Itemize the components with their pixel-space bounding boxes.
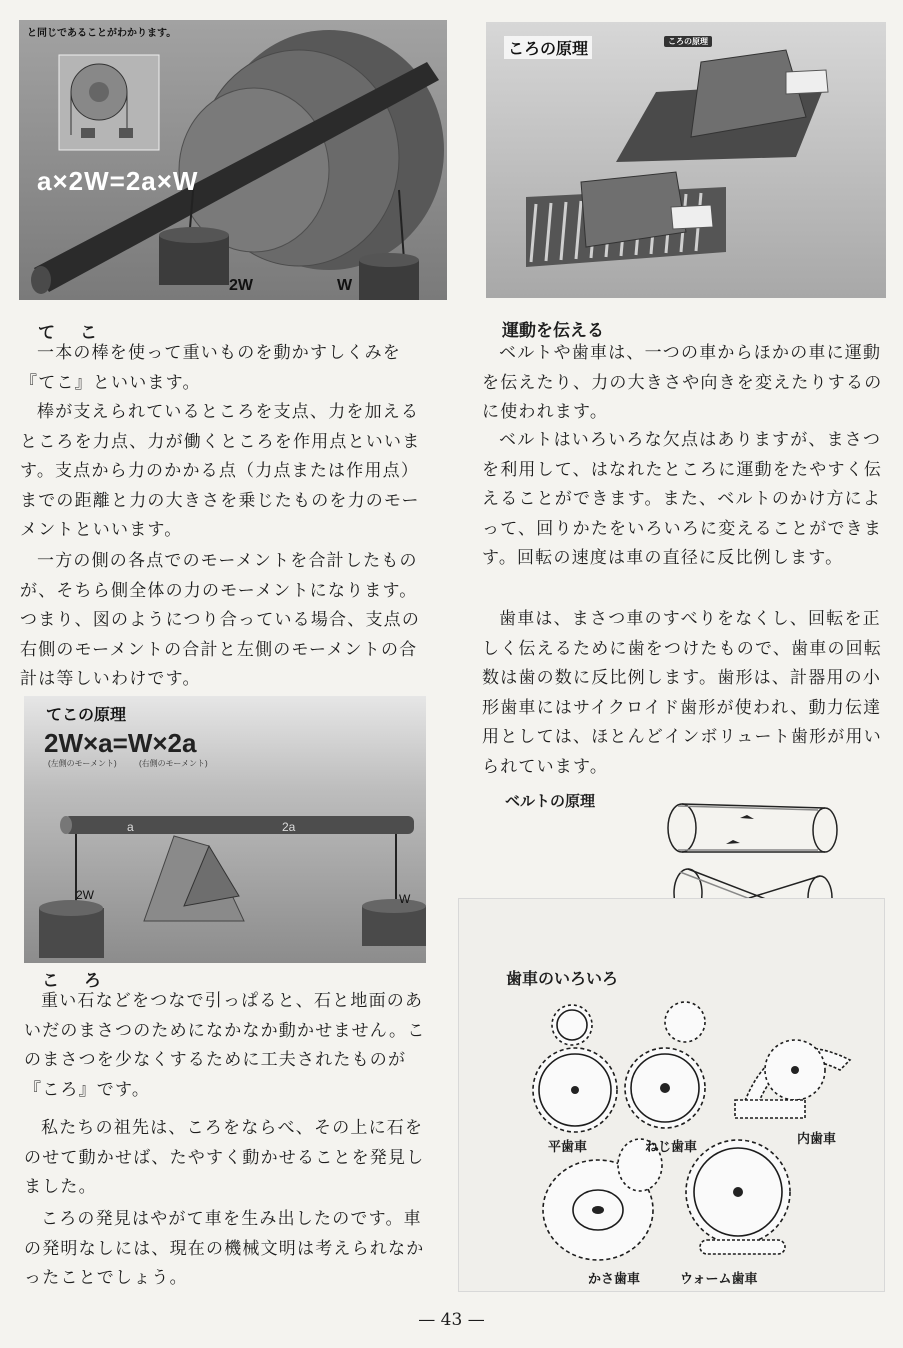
right-moment-note: (右側のモーメント): [139, 759, 208, 768]
lever-paragraph-2: 棒が支えられているところを支点、力を加えるところを力点、力が働くところを作用点といいます。支点から力のかかる点（力点または作用点）までの距離と力の大きさを乗じたものを力のモーメントといいます。: [20, 402, 421, 540]
lever-photo: [19, 20, 447, 300]
lever-formula: a×2W=2a×W: [37, 166, 199, 196]
helical-gear-label: ねじ歯車: [645, 1139, 698, 1154]
roller-paragraph-1: 重い石などをつなで引っぱると、石と地面のあいだのまさつのためになかなか動かせません。このまさつを少なくするために工夫されたものが『ころ』です。: [24, 991, 426, 1100]
roller-photo: [486, 22, 886, 298]
roller-heading: こ ろ: [42, 971, 105, 991]
roller-photo-title: ころの原理: [504, 36, 592, 59]
motion-paragraph-3: 歯車は、まさつ車のすべりをなくし、回転を正しく伝えるために歯をつけたもので、歯車の回転数は歯の数に反比例します。歯形は、計器用の小形歯車にはサイクロイド歯形が使われ、動力伝達用としては、ほとんどインボリュート歯形が用いられています。: [482, 609, 883, 777]
roller-illustration: [486, 22, 886, 298]
label-2w: 2W: [229, 277, 253, 294]
lever-heading: て こ: [38, 323, 101, 343]
left-moment-note: (左側のモーメント): [48, 759, 117, 768]
internal-gear-label: 内歯車: [797, 1131, 837, 1146]
label-2a: 2a: [282, 820, 296, 834]
label-a: a: [127, 820, 134, 834]
lever-photo-illustration: [19, 20, 447, 300]
spur-gear-label: 平歯車: [548, 1139, 588, 1154]
page-number: — 43 —: [418, 1310, 485, 1330]
label-w: W: [337, 277, 353, 294]
roller-paragraph-3: ころの発見はやがて車を生み出したのです。車の発明なしには、現在の機械文明は考えられなかったことでしょう。: [24, 1209, 425, 1288]
roller-photo-badge: ころの原理: [664, 36, 712, 47]
lever-paragraph-1: 一本の棒を使って重いものを動かすしくみを『てこ』といいます。: [20, 343, 401, 393]
lever-paragraph-3: 一方の側の各点でのモーメントを合計したものが、そちら側全体の力のモーメントになります。つまり、図のようにつり合っている場合、支点の右側のモーメントの合計と左側のモーメントの合計は等しいわけです。: [20, 551, 421, 689]
lever-principle-title: てこの原理: [46, 707, 127, 724]
worm-gear-label: ウォーム歯車: [680, 1271, 758, 1286]
label-w-principle: W: [399, 892, 411, 906]
bevel-gear-label: かさ歯車: [588, 1271, 641, 1286]
lever-principle-photo: [24, 696, 426, 963]
gear-figure-title: 歯車のいろいろ: [506, 969, 619, 988]
motion-paragraph-1: ベルトや歯車は、一つの車からほかの車に運動を伝えたり、力の大きさや向きを変えたりするのに使われます。: [482, 343, 883, 422]
label-2w-principle: 2W: [76, 888, 94, 902]
lever-principle-formula: 2W×a=W×2a: [44, 728, 197, 758]
motion-heading: 運動を伝える: [502, 321, 604, 341]
motion-paragraph-2: ベルトはいろいろな欠点はありますが、まさつを利用して、はなれたところに運動をたやすく伝えることができます。また、ベルトのかけ方によって、回りかたをいろいろに変えることができます。回転の速度は車の直径に反比例します。: [482, 430, 883, 568]
belt-figure-title: ベルトの原理: [505, 792, 596, 810]
lever-photo-caption: と同じであることがわかります。: [27, 28, 177, 39]
roller-paragraph-2: 私たちの祖先は、ころをならべ、その上に石をのせて動かせば、たやすく動かせることを発見しました。: [24, 1118, 425, 1197]
